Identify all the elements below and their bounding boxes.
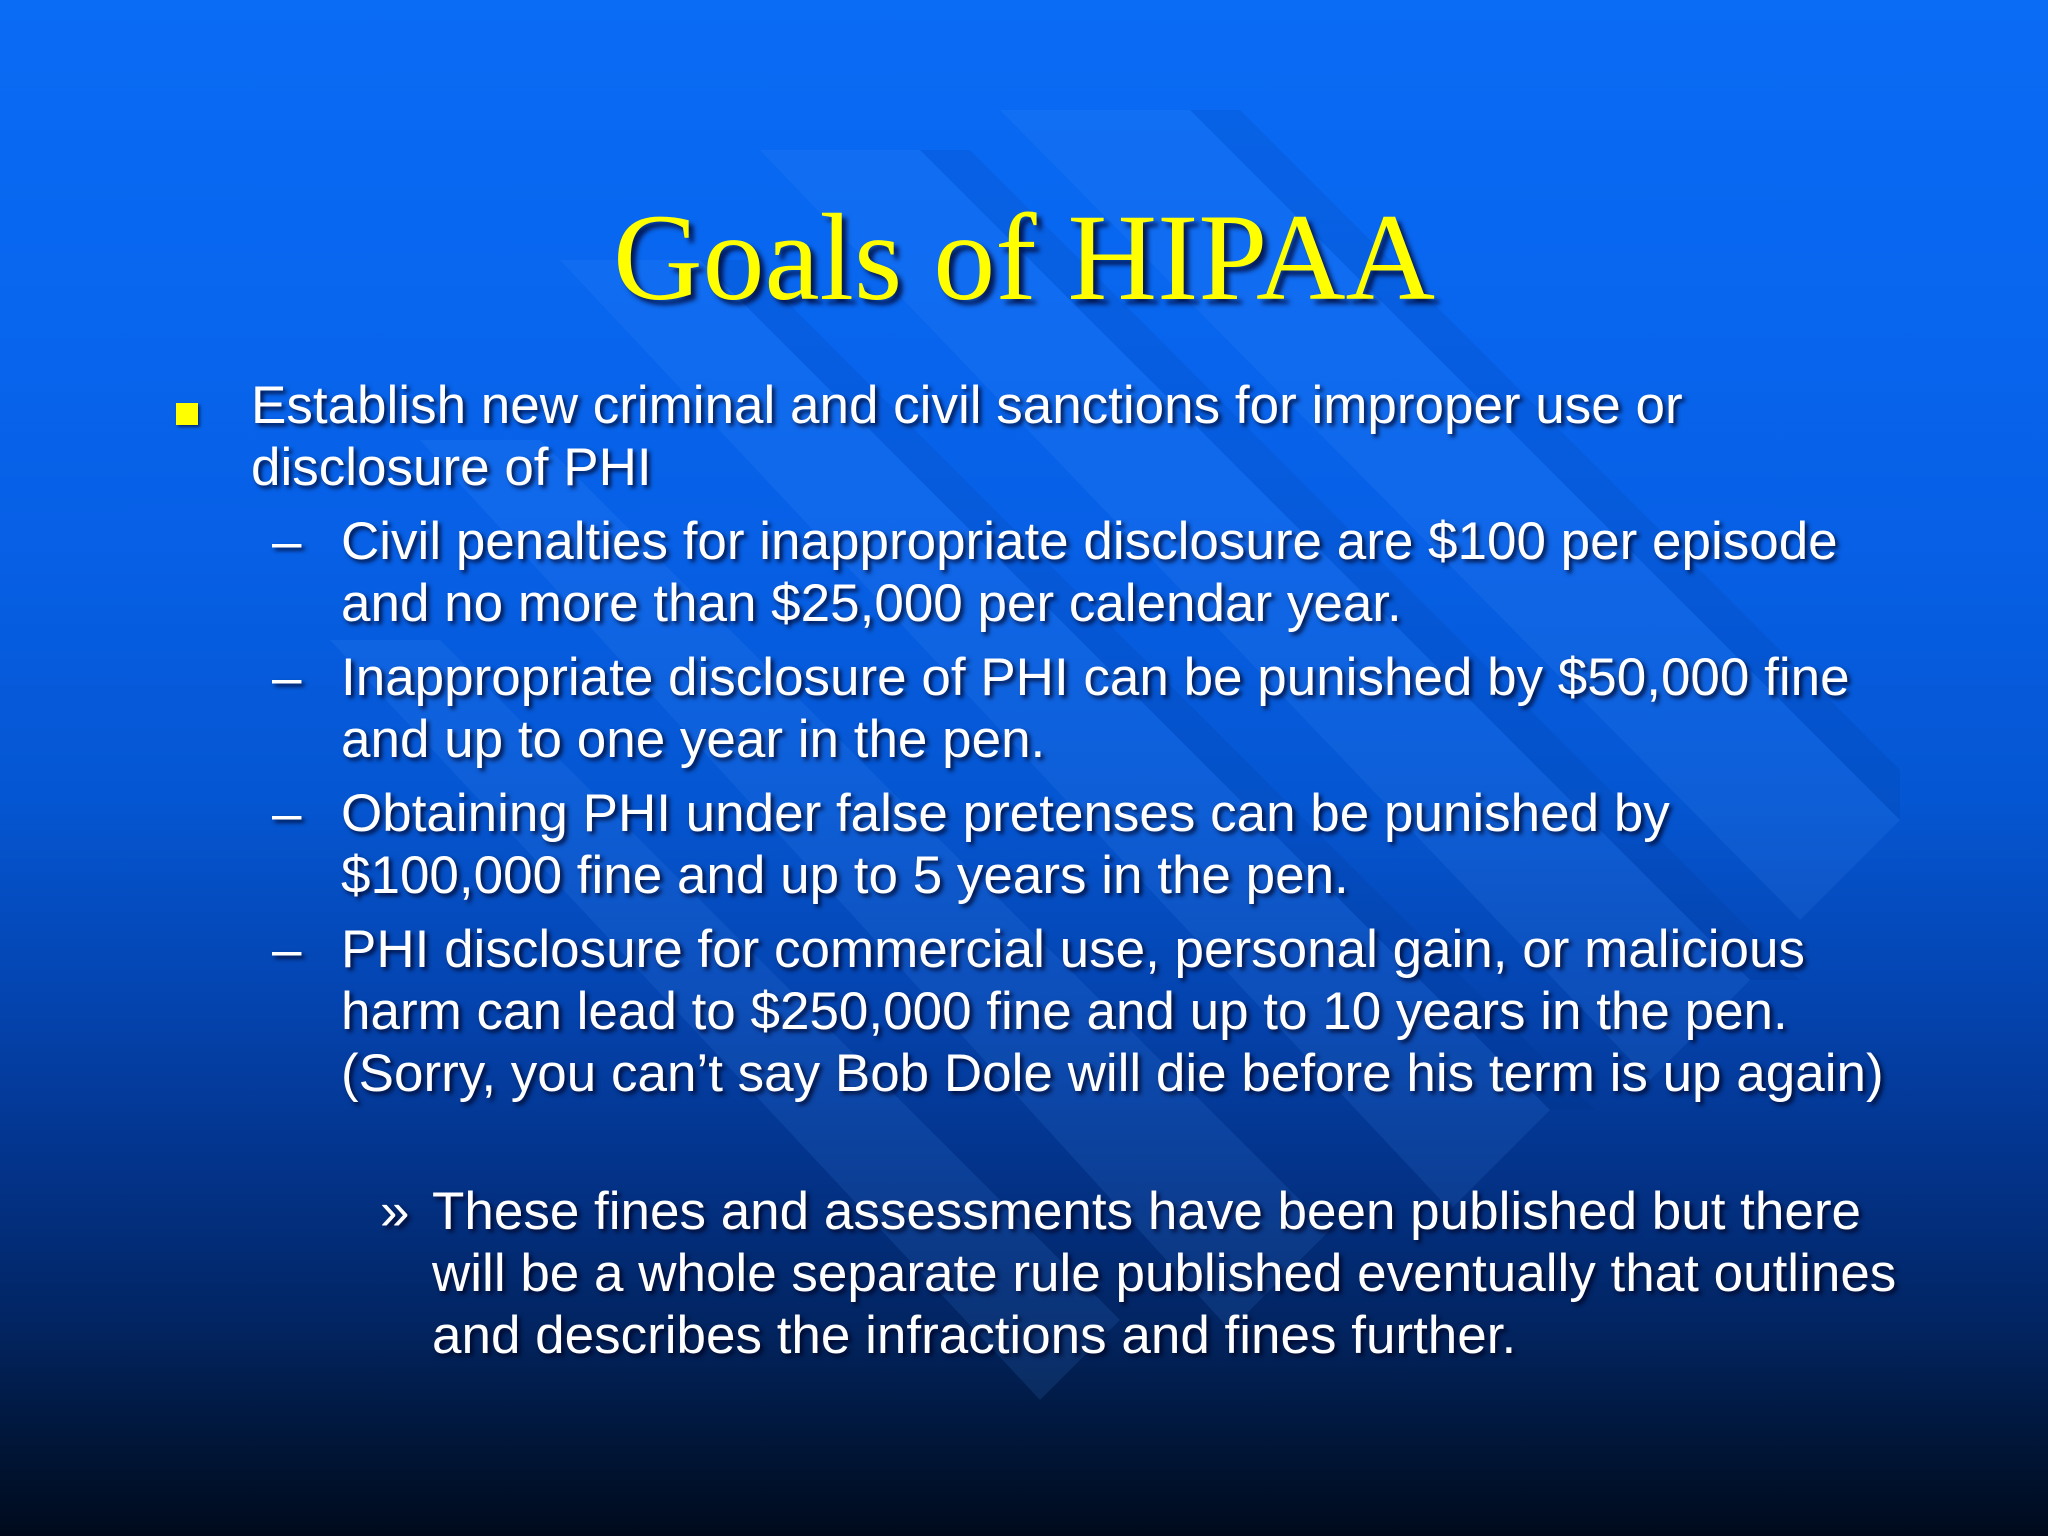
sub-bullet-text: PHI disclosure for commercial use, personal gain, or malicious harm can lead to $250,000 fine and up to 10 years in the pen. (Sorry, you can’t say Bob Dole will die before his term is up again) [341,920,1884,1103]
bullet-text: Establish new criminal and civil sanctions for improper use or disclosure of PHI [251,376,1683,497]
slide-title: Goals of HIPAA [612,189,1436,326]
dash-marker: – [272,512,302,571]
sub-bullet-text: Inappropriate disclosure of PHI can be punished by $50,000 fine and up to one year in the pen. [341,648,1850,769]
dash-marker: – [272,648,302,707]
sub-bullet-text: Civil penalties for inappropriate disclosure are $100 per episode and no more than $25,000 per calendar year. [341,512,1838,633]
chevron-marker: » [380,1182,410,1241]
dash-marker: – [272,784,302,843]
square-bullet-icon [176,403,198,425]
dash-marker: – [272,920,302,979]
sub-sub-bullet-text: These fines and assessments have been published but there will be a whole separate rule published eventually that outlines and describes the infractions and fines further. [432,1182,1897,1365]
sub-bullet-text: Obtaining PHI under false pretenses can be punished by $100,000 fine and up to 5 years in the pen. [341,784,1670,905]
